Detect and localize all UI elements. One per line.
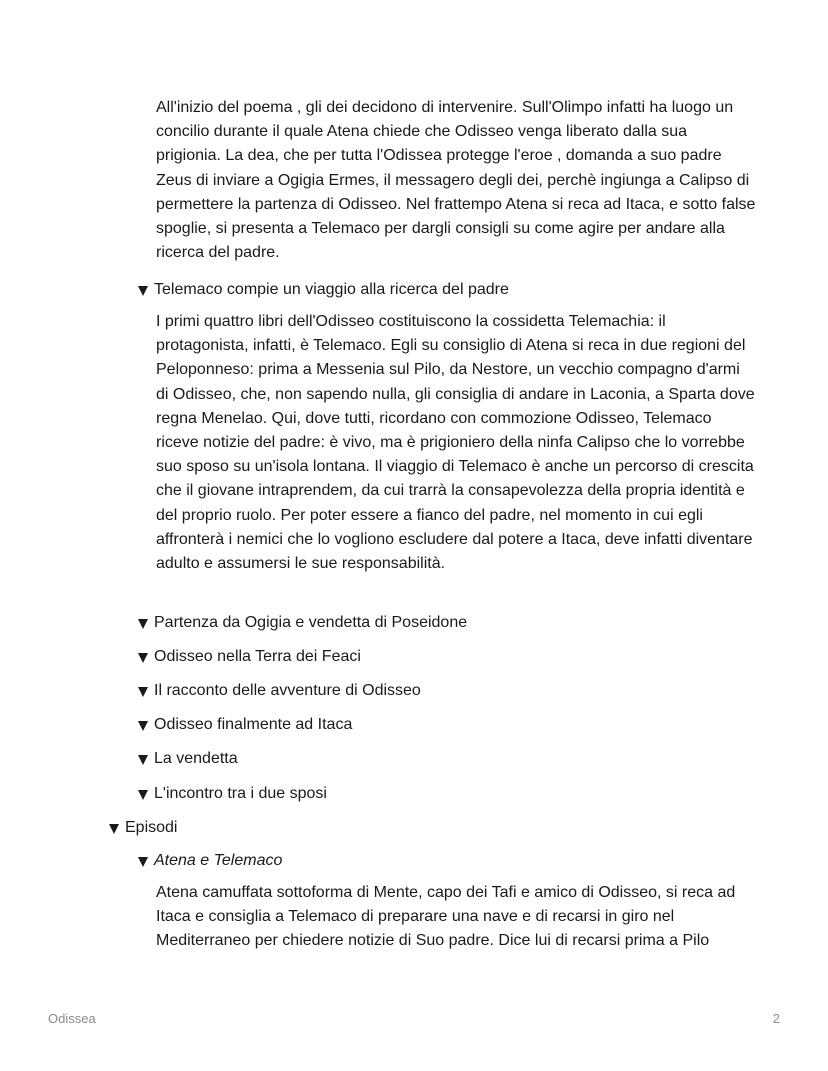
toggle-triangle-icon[interactable] bbox=[138, 619, 148, 629]
toggle-racconto[interactable] bbox=[138, 680, 421, 702]
toggle-label: Atena e Telemaco bbox=[154, 852, 283, 869]
footer-document-title: Odissea bbox=[48, 1011, 96, 1026]
toggle-triangle-icon[interactable] bbox=[138, 857, 148, 867]
toggle-triangle-icon[interactable] bbox=[138, 721, 148, 731]
toggle-triangle-icon[interactable] bbox=[138, 755, 148, 765]
toggle-label: Episodi bbox=[125, 819, 178, 836]
toggle-label: Odisseo finalmente ad Itaca bbox=[154, 716, 353, 733]
toggle-triangle-icon[interactable] bbox=[138, 687, 148, 697]
toggle-itaca[interactable] bbox=[138, 714, 352, 736]
toggle-triangle-icon[interactable] bbox=[109, 824, 119, 834]
toggle-label: Partenza da Ogigia e vendetta di Poseidone bbox=[154, 614, 468, 631]
footer-page-number: 2 bbox=[772, 1011, 780, 1026]
toggle-partenza[interactable] bbox=[138, 612, 467, 634]
toggle-incontro[interactable] bbox=[138, 783, 327, 805]
toggle-episodi[interactable] bbox=[109, 817, 177, 839]
toggle-label: Il racconto delle avventure di Odisseo bbox=[154, 682, 421, 699]
toggle-triangle-icon[interactable] bbox=[138, 790, 148, 800]
paragraph-telemachia: I primi quattro libri dell'Odisseo costituiscono la cossidetta Telemachia: il protagonista, infatti, è Telemaco. Egli su consiglio di Atena si reca in due regioni del Peloponneso: prima a Messenia sul Pilo, da Nestore, un vecchio compagno d'armi di Odisseo, che, non sapendo nulla, gli consiglia di andare in Laconia, a Sparta dove regna Menelao. Qui, dove tutti, ricordano con commozione Odisseo, Telemaco riceve notizie del padre: è vivo, ma è prigioniero della ninfa Calipso che lo vorrebbe suo sposo su un'isola lontana. Il viaggio di Telemaco è anche un percorso di crescita che il giovane intraprendem, da cui trarrà la consapevolezza della propria identità e del proprio ruolo. Per poter essere a fianco del padre, nel momento in cui egli affronterà i nemici che lo vogliono escludere dal potere a Itaca, deve infatti diventare adulto e assumersi le sue responsabilità. bbox=[156, 313, 755, 573]
toggle-triangle-icon[interactable] bbox=[138, 286, 148, 296]
toggle-vendetta[interactable] bbox=[138, 748, 238, 770]
toggle-label: La vendetta bbox=[154, 750, 238, 767]
toggle-triangle-icon[interactable] bbox=[138, 653, 148, 663]
toggle-label: Telemaco compie un viaggio alla ricerca del padre bbox=[154, 281, 509, 298]
paragraph-atena: Atena camuffata sottoforma di Mente, capo dei Tafi e amico di Odisseo, si reca ad Itaca e consiglia a Telemaco di preparare una nave e di recarsi in giro nel Mediterraneo per chiedere notizie di Suo padre. Dice lui di recarsi prima a Pilo bbox=[156, 884, 736, 950]
toggle-label: L'incontro tra i due sposi bbox=[154, 785, 327, 802]
toggle-feaci[interactable] bbox=[138, 646, 361, 668]
paragraph-intro: All'inizio del poema , gli dei decidono di intervenire. Sull'Olimpo infatti ha luogo un concilio durante il quale Atena chiede che Odisseo venga liberato dalla sua prigionia. La dea, che per tutta l'Odissea protegge l'eroe , domanda a suo padre Zeus di inviare a Ogigia Ermes, il messagero degli dei, perchè ingiunga a Calipso di permettere la partenza di Odisseo. Nel frattempo Atena si reca ad Itaca, e sotto false spoglie, si presenta a Telemaco per dargli consigli su come agire per andare alla ricerca del padre. bbox=[156, 99, 756, 262]
toggle-atena-telemaco[interactable] bbox=[138, 850, 282, 872]
toggle-telemaco-viaggio[interactable] bbox=[138, 279, 509, 301]
toggle-label: Odisseo nella Terra dei Feaci bbox=[154, 648, 361, 665]
